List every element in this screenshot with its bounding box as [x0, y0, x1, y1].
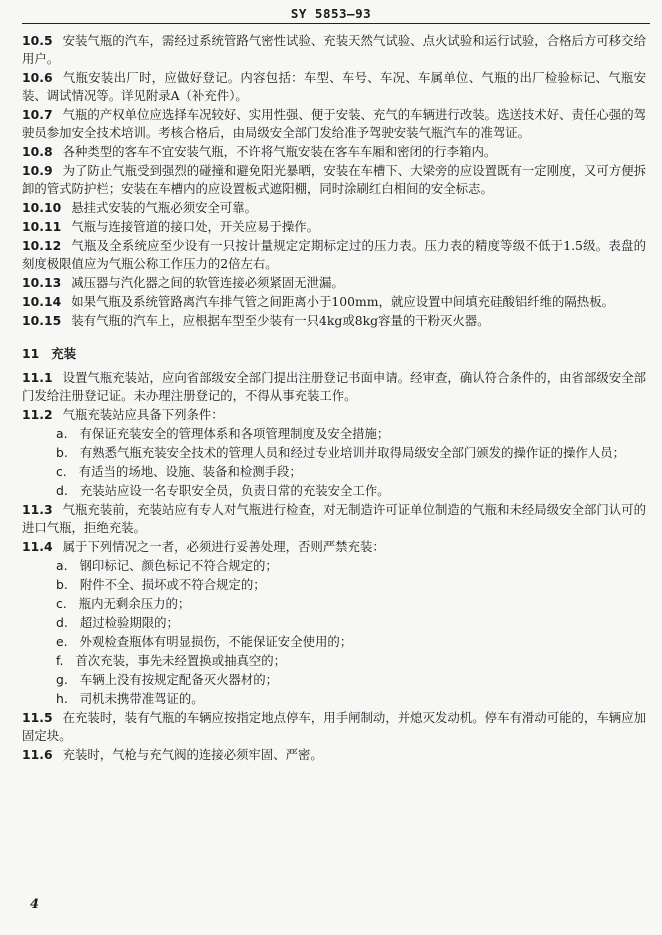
item-letter: d.: [56, 615, 68, 630]
clause-text: 充装时，气枪与充气阀的连接必须牢固、严密。: [62, 747, 323, 762]
clause-text: 装有气瓶的汽车上，应根据车型至少装有一只4kg或8kg容量的干粉灭火器。: [71, 313, 490, 328]
clause-number: 10.8: [22, 144, 53, 159]
clause-number: 11.3: [22, 502, 53, 517]
item-letter: h.: [56, 691, 68, 706]
item-text: 超过检验期限的；: [79, 615, 179, 630]
page-number: 4: [30, 897, 40, 912]
clause-text: 设置气瓶充装站，应向省部级安全部门提出注册登记书面申请。经审查，确认符合条件的，由省部级安全部门发给注册登记证。未办理注册登记的，不得从事充装工作。: [22, 370, 646, 403]
clause-text: 悬挂式安装的气瓶必须安全可靠。: [71, 200, 258, 215]
item-text: 附件不全、损坏或不符合规定的；: [79, 577, 266, 592]
clause-11-1: [22, 369, 646, 405]
item-letter: c.: [56, 596, 67, 611]
clause-text: 气瓶充装站应具备下列条件：: [62, 407, 224, 422]
list-item: [22, 652, 646, 670]
clause-10-8: [22, 143, 646, 161]
clause-11-6: [22, 746, 646, 764]
list-item: [22, 444, 646, 462]
list-item: [22, 482, 646, 500]
clause-text: 减压器与汽化器之间的软管连接必须紧固无泄漏。: [71, 275, 344, 290]
clause-text: 属于下列情况之一者，必须进行妥善处理，否则严禁充装：: [62, 539, 385, 554]
section-number: 11: [22, 346, 40, 361]
clause-10-5: [22, 32, 646, 68]
item-letter: a.: [56, 426, 68, 441]
clause-number: 10.7: [22, 107, 53, 122]
clause-text: 气瓶安装出厂时，应做好登记。内容包括：车型、车号、车况、车属单位、气瓶的出厂检验标记、气瓶安装、调试情况等。详见附录A（补充件）。: [22, 70, 646, 103]
clause-11-2: [22, 406, 646, 424]
clause-number: 11.2: [22, 407, 53, 422]
clauses-10-list: [22, 32, 646, 330]
item-letter: a.: [56, 558, 68, 573]
item-text: 钢印标记、颜色标记不符合规定的；: [79, 558, 278, 573]
item-letter: e.: [56, 634, 68, 649]
clause-text: 为了防止气瓶受到强烈的碰撞和避免阳光暴晒，安装在车槽下、大梁旁的应设置既有一定刚度，又可方便拆卸的管式防护栏；安装在车槽内的应设置板式遮阳棚，同时涂刷红白相间的安全标志。: [22, 163, 646, 196]
clause-11-4-items: [22, 557, 646, 708]
clause-10-7: [22, 106, 646, 142]
list-item: [22, 463, 646, 481]
clause-11-5: [22, 709, 646, 745]
clause-10-12: [22, 237, 646, 273]
item-text: 充装站应设一名专职安全员，负责日常的充装安全工作。: [79, 483, 390, 498]
item-letter: f.: [56, 653, 64, 668]
clause-number: 11.1: [22, 370, 53, 385]
item-text: 有适当的场地、设施、装备和检测手段；: [78, 464, 302, 479]
item-letter: b.: [56, 445, 68, 460]
clause-number: 10.11: [22, 219, 62, 234]
item-text: 车辆上没有按规定配备灭火器材的；: [79, 672, 279, 687]
clause-text: 气瓶与连接管道的接口处，开关应易于操作。: [71, 219, 320, 234]
item-text: 瓶内无剩余压力的；: [78, 596, 191, 611]
list-item: [22, 557, 646, 575]
clause-11-4: [22, 538, 646, 556]
section-title: 充装: [51, 346, 77, 361]
item-letter: g.: [56, 672, 68, 687]
clause-text: 各种类型的客车不宜安装气瓶，不许将气瓶安装在客车车厢和密闭的行李箱内。: [62, 144, 497, 159]
item-letter: c.: [56, 464, 67, 479]
clause-text: 气瓶及全系统应至少设有一只按计量规定定期标定过的压力表。压力表的精度等级不低于1.5级。表盘的刻度极限值应为气瓶公称工作压力的2倍左右。: [22, 238, 646, 271]
list-item: [22, 425, 646, 443]
clause-10-9: [22, 162, 646, 198]
clause-10-14: [22, 293, 646, 311]
page-body: [22, 32, 646, 765]
item-letter: b.: [56, 577, 68, 592]
item-letter: d.: [56, 483, 68, 498]
clause-number: 11.5: [22, 710, 53, 725]
list-item: [22, 671, 646, 689]
standard-code-header: SY 5853—93: [290, 6, 372, 21]
item-text: 司机未携带准驾证的。: [79, 691, 204, 706]
clause-number: 10.6: [22, 70, 53, 85]
clause-10-11: [22, 218, 646, 236]
list-item: [22, 595, 646, 613]
clause-number: 10.9: [22, 163, 53, 178]
clause-number: 10.15: [22, 313, 62, 328]
list-item: [22, 614, 646, 632]
item-text: 有保证充装安全的管理体系和各项管理制度及安全措施；: [79, 426, 390, 441]
clause-10-15: [22, 312, 646, 330]
clause-number: 10.10: [22, 200, 62, 215]
item-text: 有熟悉气瓶充装安全技术的管理人员和经过专业培训并取得局级安全部门颁发的操作证的操作人员；: [79, 445, 625, 460]
clause-number: 10.5: [22, 33, 53, 48]
clause-10-10: [22, 199, 646, 217]
item-text: 外观检查瓶体有明显损伤，不能保证安全使用的；: [79, 634, 353, 649]
clause-10-6: [22, 69, 646, 105]
clause-text: 如果气瓶及系统管路离汽车排气管之间距离小于100mm，就应设置中间填充硅酸铝纤维的隔热板。: [71, 294, 614, 309]
item-text: 首次充装，事先未经置换或抽真空的；: [75, 653, 287, 668]
clause-number: 10.12: [22, 238, 62, 253]
header-rule: [22, 23, 650, 24]
clause-text: 安装气瓶的汽车，需经过系统管路气密性试验、充装天然气试验、点火试验和运行试验，合格后方可移交给用户。: [22, 33, 646, 66]
clause-text: 气瓶的产权单位应选择车况较好、实用性强、便于安装、充气的车辆进行改装。选送技术好、责任心强的驾驶员参加安全技术培训。考核合格后，由局级安全部门发给准予驾驶安装气瓶汽车的准驾证。: [22, 107, 646, 140]
clause-10-13: [22, 274, 646, 292]
clause-number: 10.13: [22, 275, 62, 290]
section-11-heading: [22, 345, 646, 363]
list-item: [22, 633, 646, 651]
clause-11-2-items: [22, 425, 646, 500]
clause-number: 11.6: [22, 747, 53, 762]
clause-11-3: [22, 501, 646, 537]
clause-number: 10.14: [22, 294, 62, 309]
clause-text: 在充装时，装有气瓶的车辆应按指定地点停车，用手闸制动，并熄灭发动机。停车有滑动可能的，车辆应加固定块。: [22, 710, 646, 743]
clause-number: 11.4: [22, 539, 53, 554]
clause-text: 气瓶充装前，充装站应有专人对气瓶进行检查，对无制造许可证单位制造的气瓶和未经局级安全部门认可的进口气瓶，拒绝充装。: [22, 502, 646, 535]
list-item: [22, 690, 646, 708]
list-item: [22, 576, 646, 594]
